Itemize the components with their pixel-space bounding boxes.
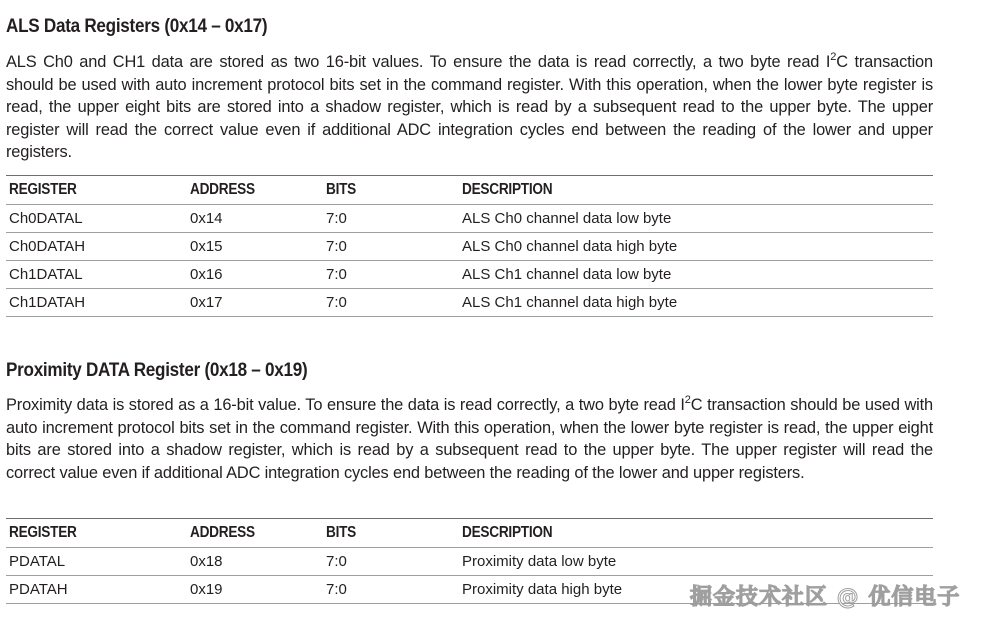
cell-bits: 7:0 [323, 289, 459, 317]
cell-register: Ch1DATAH [6, 289, 187, 317]
cell-address: 0x16 [187, 261, 323, 289]
table-row [6, 233, 933, 261]
cell-description: Proximity data low byte [459, 548, 933, 576]
cell-description: ALS Ch0 channel data low byte [459, 205, 933, 233]
header-bits: BITS [323, 519, 459, 548]
cell-description: ALS Ch1 channel data low byte [459, 261, 933, 289]
cell-address: 0x15 [187, 233, 323, 261]
header-register: REGISTER [6, 519, 187, 548]
header-bits: BITS [323, 176, 459, 205]
cell-register: PDATAH [6, 576, 187, 604]
header-address: ADDRESS [187, 519, 323, 548]
proximity-paragraph-superscript: 2 [684, 393, 691, 406]
als-paragraph-text-after: C transaction should be used with auto increment protocol bits set in the command register. With this operation, when the lower byte register is read, the upper eight bits are stored into a shadow register, which is read by a subsequent read to the upper byte. The upper register will read the correct value even if additional ADC integration cycles end between the reading of the lower and upper registers. [6, 53, 933, 162]
proximity-section-title: Proximity DATA Register (0x18 – 0x19) [6, 360, 308, 381]
als-register-table [6, 175, 933, 317]
cell-register: Ch0DATAL [6, 205, 187, 233]
cell-description: Proximity data high byte [459, 576, 933, 604]
table-row [6, 205, 933, 233]
cell-description: ALS Ch0 channel data high byte [459, 233, 933, 261]
cell-register: PDATAL [6, 548, 187, 576]
cell-address: 0x18 [187, 548, 323, 576]
cell-address: 0x19 [187, 576, 323, 604]
cell-description: ALS Ch1 channel data high byte [459, 289, 933, 317]
header-description: DESCRIPTION [459, 176, 933, 205]
proximity-paragraph-text-before: Proximity data is stored as a 16-bit value. To ensure the data is read correctly, a two byte read I [6, 396, 685, 414]
watermark: 掘金技术社区 @ 优信电子 [690, 585, 961, 610]
cell-register: Ch0DATAH [6, 233, 187, 261]
cell-address: 0x17 [187, 289, 323, 317]
als-paragraph-text-before: ALS Ch0 and CH1 data are stored as two 16-bit values. To ensure the data is read correctly, a two byte read I [6, 53, 831, 71]
proximity-section-paragraph [6, 394, 933, 484]
als-paragraph-superscript: 2 [830, 50, 837, 63]
table-row [6, 289, 933, 317]
cell-register: Ch1DATAL [6, 261, 187, 289]
header-description: DESCRIPTION [459, 519, 933, 548]
proximity-paragraph-text-after: C transaction should be used with auto increment protocol bits set in the command register. With this operation, when the lower byte register is read, the upper eight bits are stored into a shadow register, which is read by a subsequent read to the upper byte. The upper register will read the correct value even if additional ADC integration cycles end between the reading of the lower and upper registers. [6, 396, 933, 482]
header-register: REGISTER [6, 176, 187, 205]
cell-address: 0x14 [187, 205, 323, 233]
cell-bits: 7:0 [323, 261, 459, 289]
header-address: ADDRESS [187, 176, 323, 205]
table-row [6, 261, 933, 289]
table-header-row [6, 519, 933, 548]
cell-bits: 7:0 [323, 205, 459, 233]
cell-bits: 7:0 [323, 233, 459, 261]
table-row [6, 548, 933, 576]
cell-bits: 7:0 [323, 576, 459, 604]
cell-bits: 7:0 [323, 548, 459, 576]
als-section-title: ALS Data Registers (0x14 – 0x17) [6, 16, 268, 37]
als-section-paragraph [6, 51, 933, 164]
table-header-row [6, 176, 933, 205]
